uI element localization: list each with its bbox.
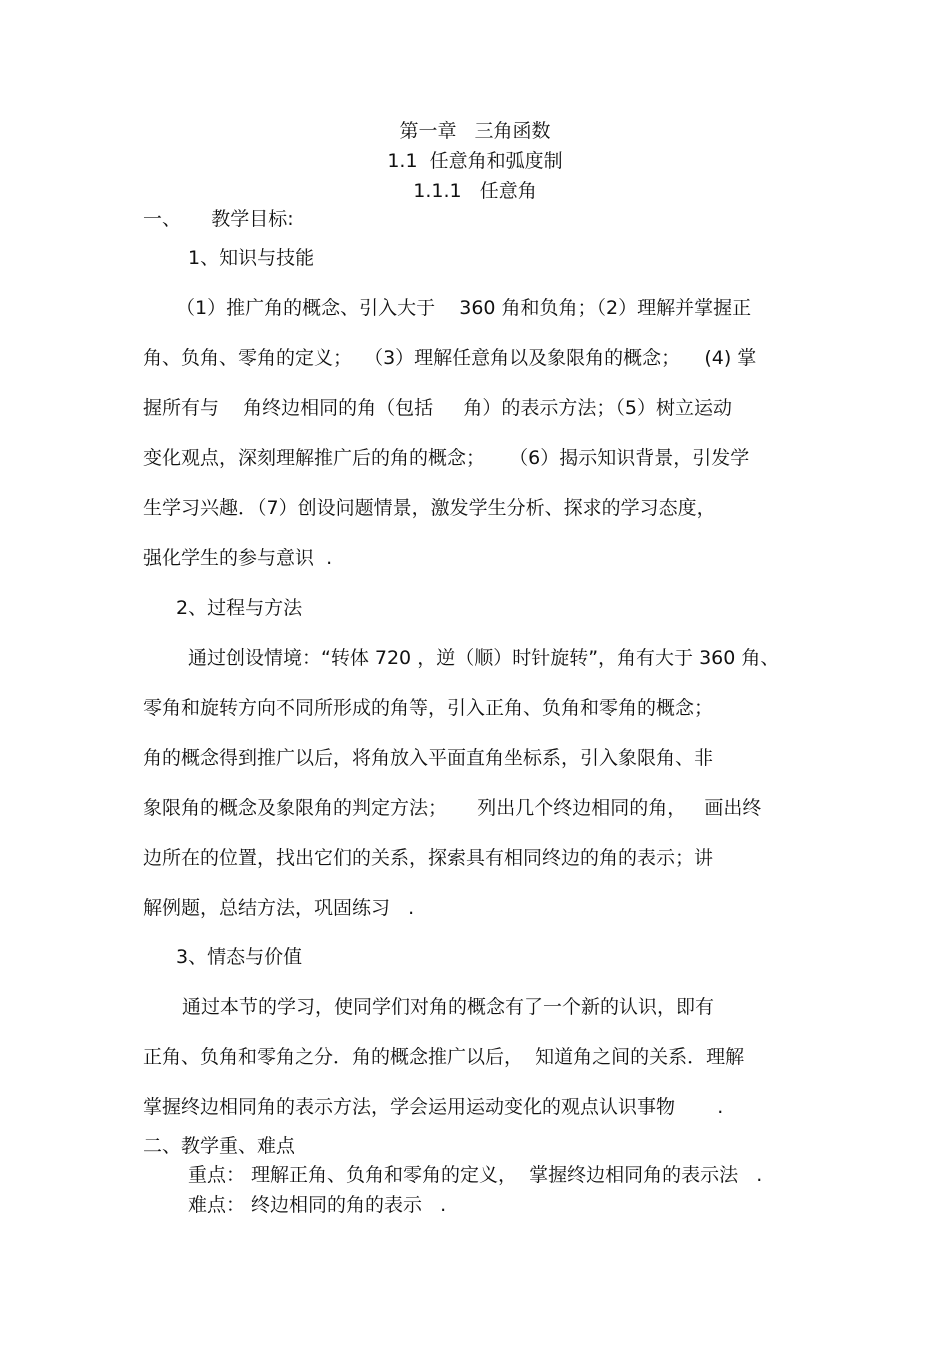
section-title: 1.1 任意角和弧度制 (387, 150, 563, 172)
knowledge-line: 角、负角、零角的定义； （3）理解任意角以及象限角的概念； (4) 掌 (143, 347, 757, 369)
emotion-line: 掌握终边相同角的表示方法，学会运用运动变化的观点认识事物 . (143, 1096, 724, 1118)
knowledge-skills-heading: 1、知识与技能 (188, 247, 315, 269)
emotion-line: 正角、负角和零角之分．角的概念推广以后， 知道角之间的关系．理解 (143, 1046, 745, 1068)
difficult-point: 难点： 终边相同的角的表示 . (188, 1194, 447, 1216)
part2-heading: 二、教学重、难点 (143, 1135, 296, 1157)
knowledge-line: （1）推广角的概念、引入大于 360 角和负角；（2）理解并掌握正 (176, 297, 752, 319)
chapter-title: 第一章 三角函数 (399, 120, 551, 142)
part1-heading: 一、 教学目标: (143, 208, 294, 230)
knowledge-line: 生学习兴趣．（7）创设问题情景，激发学生分析、探求的学习态度， (143, 497, 716, 519)
process-line: 通过创设情境：“转体 720 ，逆（顺）时针旋转”，角有大于 360 角、 (188, 647, 780, 669)
process-line: 零角和旋转方向不同所形成的角等，引入正角、负角和零角的概念； (143, 697, 714, 719)
knowledge-line: 变化观点，深刻理解推广后的角的概念； （6）揭示知识背景，引发学 (143, 447, 750, 469)
knowledge-line: 握所有与 角终边相同的角（包括 角）的表示方法；（5）树立运动 (143, 397, 732, 419)
key-point: 重点： 理解正角、负角和零角的定义， 掌握终边相同角的表示法 . (188, 1164, 763, 1186)
knowledge-line: 强化学生的参与意识 . (143, 547, 333, 569)
emotion-value-heading: 3、情态与价值 (176, 946, 303, 968)
process-line: 角的概念得到推广以后，将角放入平面直角坐标系，引入象限角、非 (143, 747, 714, 769)
subsection-title: 1.1.1 任意角 (413, 180, 537, 202)
process-line: 边所在的位置，找出它们的关系，探索具有相同终边的角的表示；讲 (143, 847, 714, 869)
process-line: 象限角的概念及象限角的判定方法； 列出几个终边相同的角， 画出终 (143, 797, 762, 819)
process-line: 解例题，总结方法，巩固练习 . (143, 897, 415, 919)
process-method-heading: 2、过程与方法 (176, 597, 303, 619)
emotion-line: 通过本节的学习，使同学们对角的概念有了一个新的认识，即有 (182, 996, 715, 1018)
